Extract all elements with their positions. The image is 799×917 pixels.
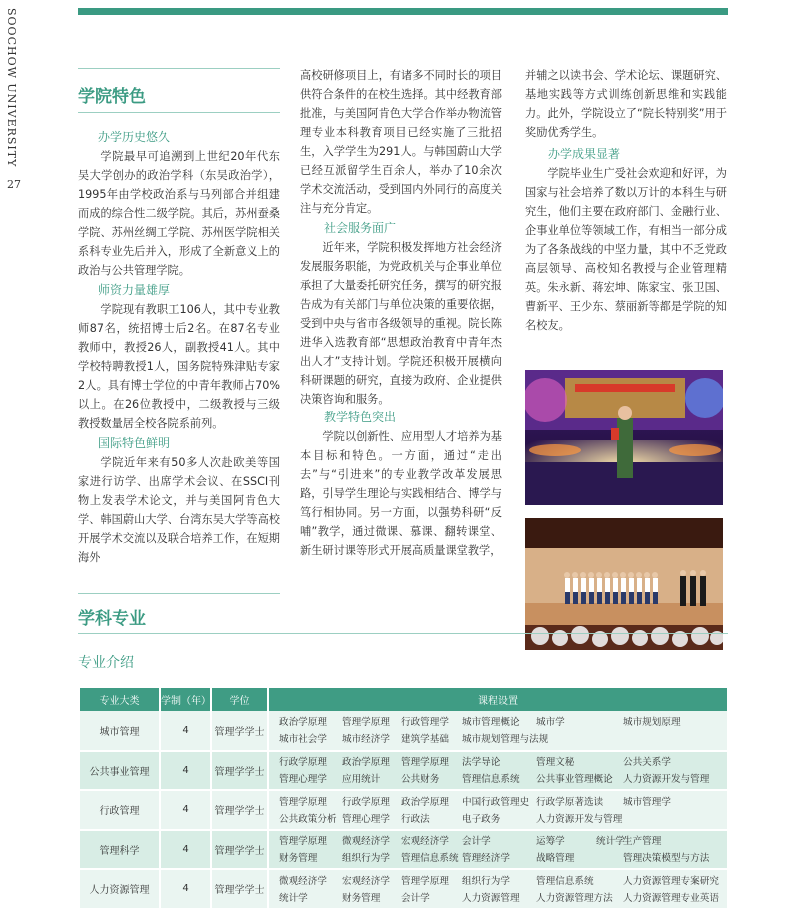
course-name: 管理学原理	[401, 875, 449, 887]
course-name: 城市规划管理与法规	[462, 734, 549, 746]
paragraph-faculty: 学院现有教职工106人，其中专业教师87名，统招博士后2名。在87名专业教师中，教授26人，副教授41人。其中学校特聘教授1人，国务院特殊津贴专家2人。具有博士学位的中青年教师占70%以上。在26位教授中，二级教授与三级教授数量居全校各院系前列。	[78, 303, 280, 430]
choir-performance-photo-icon	[525, 518, 723, 650]
course-name: 公共财务	[401, 774, 440, 786]
subtitle-international: 国际特色鲜明	[98, 436, 171, 450]
course-name: 城市规划原理	[623, 717, 681, 729]
cell-years: 4	[160, 711, 211, 751]
cell-years: 4	[160, 830, 211, 870]
course-name: 电子政务	[462, 813, 501, 825]
course-name: 管理决策模型与方法	[623, 853, 710, 865]
course-name: 统计学	[596, 836, 625, 848]
course-name: 人力资源管理专业英语	[623, 892, 719, 904]
header-years: 学制（年）	[160, 688, 211, 711]
table-row	[80, 869, 728, 909]
course-name: 战略管理	[536, 853, 575, 865]
subtitle-major-intro: 专业介绍	[78, 655, 134, 671]
course-list	[269, 712, 727, 748]
course-name: 城市社会学	[279, 734, 327, 746]
cell-courses	[268, 751, 728, 791]
course-name: 政治学原理	[401, 796, 449, 808]
cell-major: 城市管理	[80, 711, 160, 751]
course-name: 中国行政管理史	[462, 796, 530, 808]
header-major-category: 专业大类	[80, 688, 160, 711]
course-name: 城市管理学	[623, 796, 671, 808]
course-name: 微观经济学	[279, 875, 327, 887]
cell-degree: 管理学学士	[211, 790, 268, 830]
course-name: 政治学原理	[342, 757, 390, 769]
paragraph-teaching-continued: 并辅之以读书会、学术论坛、课题研究、基地实践等方式训练创新思维和实践能力。此外，学院设立了“院长特别奖”用于奖励优秀学生。	[525, 69, 727, 139]
cell-degree: 管理学学士	[211, 751, 268, 791]
majors-table	[80, 688, 729, 910]
course-name: 管理经济学	[462, 853, 510, 865]
top-accent-bar	[78, 8, 728, 15]
course-name: 会计学	[401, 892, 430, 904]
subtitle-teaching: 教学特色突出	[324, 410, 397, 424]
cell-degree: 管理学学士	[211, 830, 268, 870]
course-name: 组织行为学	[342, 853, 390, 865]
course-name: 运筹学	[536, 836, 565, 848]
section-title-majors: 学科专业	[78, 609, 146, 629]
course-name: 管理学原理	[401, 757, 449, 769]
course-name: 宏观经济学	[401, 836, 449, 848]
cell-years: 4	[160, 790, 211, 830]
section-divider-top	[78, 68, 280, 69]
table-row	[80, 751, 728, 791]
course-name: 行政管理学	[401, 717, 449, 729]
course-name: 管理文秘	[536, 757, 575, 769]
course-name: 应用统计	[342, 774, 381, 786]
paragraph-teaching: 学院以创新性、应用型人才培养为基本目标和特色。一方面，通过“走出去”与“引进来”的专业教学改革发展思路，引导学生理论与实践相结合、博学与笃行相协同。另一方面，以强势科研“反哺”教学，通过微课、慕课、翻转课堂、新生研讨课等形式开展高质量课堂教学，	[300, 430, 502, 557]
course-name: 管理信息系统	[536, 875, 594, 887]
course-list	[269, 752, 727, 788]
paragraph-social-service: 近年来，学院积极发挥地方社会经济发展服务职能，为党政机关与企事业单位承担了大量委托研究任务，撰写的研究报告成为有关部门与单位决策的重要依据，受到中央与省市各级领导的重视。院长陈进华入选教育部“思想政治教育中青年杰出人才”支持计划。学院还积极开展横向科研课题的研究，直接为政府、企业提供决策咨询和服务。	[300, 241, 502, 406]
section2-divider-bottom	[78, 633, 728, 634]
paragraph-achievement: 学院毕业生广受社会欢迎和好评，为国家与社会培养了数以万计的本科生与研究生，他们主要在政府部门、金融行业、企事业单位等领域工作，有相当一部分成为了各条战线的中坚力量，其中不乏党政高层领导、高校知名教授与企业管理精英。朱永新、蒋宏坤、陈家宝、张卫国、曹新平、王少东、蔡丽新等都是学院的知名校友。	[525, 167, 727, 332]
course-name: 人力资源管理专案研究	[623, 875, 719, 887]
stage-speech-photo-icon	[525, 370, 723, 505]
header-courses: 课程设置	[268, 688, 728, 711]
section-title-college-features: 学院特色	[78, 87, 146, 107]
cell-degree: 管理学学士	[211, 711, 268, 751]
page-number: 27	[7, 178, 21, 191]
cell-degree: 管理学学士	[211, 869, 268, 909]
course-name: 财务管理	[279, 853, 318, 865]
cell-major: 公共事业管理	[80, 751, 160, 791]
table-header-row	[80, 688, 728, 711]
course-name: 行政学原著选读	[536, 796, 604, 808]
course-name: 人力资源开发与管理	[623, 774, 710, 786]
course-name: 人力资源管理	[462, 892, 520, 904]
course-name: 微观经济学	[342, 836, 390, 848]
course-name: 人力资源开发与管理	[536, 813, 623, 825]
header-degree: 学位	[211, 688, 268, 711]
cell-courses	[268, 869, 728, 909]
course-name: 会计学	[462, 836, 491, 848]
course-name: 管理学原理	[279, 836, 327, 848]
course-list	[269, 792, 727, 828]
course-name: 统计学	[279, 892, 308, 904]
cell-years: 4	[160, 869, 211, 909]
table-row	[80, 790, 728, 830]
paragraph-international-continued: 高校研修项目上，有诸多不同时长的项目供符合条件的在校生选择。其中经教育部批准，与美国阿肯色大学合作举办物流管理专业本科教育项目已经实施了三批招生，入学学生为291人。与韩国蔚山大学已经互派留学生百余人，举办了10余次学术交流活动，受到国内外同行的高度关注与充分肯定。	[300, 69, 502, 215]
course-name: 公共关系学	[623, 757, 671, 769]
cell-major: 行政管理	[80, 790, 160, 830]
subtitle-achievement: 办学成果显著	[548, 147, 621, 161]
course-name: 管理心理学	[342, 813, 390, 825]
paragraph-history: 学院最早可追溯到上世纪20年代东吴大学创办的政治学科（东吴政治学），1995年由学校政治系与马列部合并组建而成的综合性二级学院。其后，苏州蚕桑学院、苏州丝绸工学院、苏州医学院相关系科专业先后并入，形成了全新意义上的政治与公共管理学院。	[78, 150, 280, 277]
cell-courses	[268, 790, 728, 830]
course-name: 管理信息系统	[462, 774, 520, 786]
subtitle-faculty: 师资力量雄厚	[98, 283, 171, 297]
cell-courses	[268, 711, 728, 751]
paragraph-international: 学院近年来有50多人次赴欧美等国家进行访学、出席学术会议、在SSCI刊物上发表学术论文，并与美国阿肯色大学、韩国蔚山大学、台湾东吴大学等高校开展学术交流以及联合培养工作，在短期海外	[78, 456, 280, 564]
subtitle-history: 办学历史悠久	[98, 130, 171, 144]
subtitle-social-service: 社会服务面广	[324, 221, 397, 235]
course-name: 行政学原理	[279, 757, 327, 769]
cell-years: 4	[160, 751, 211, 791]
course-name: 公共事业管理概论	[536, 774, 613, 786]
course-name: 城市经济学	[342, 734, 390, 746]
course-name: 政治学原理	[279, 717, 327, 729]
course-name: 城市学	[536, 717, 565, 729]
course-name: 行政学原理	[342, 796, 390, 808]
table-row	[80, 711, 728, 751]
course-name: 宏观经济学	[342, 875, 390, 887]
course-name: 管理学原理	[279, 796, 327, 808]
course-name: 财务管理	[342, 892, 381, 904]
course-name: 城市管理概论	[462, 717, 520, 729]
course-list	[269, 831, 727, 867]
university-vertical-title: SOOCHOW UNIVERSITY	[5, 8, 18, 168]
course-name: 行政法	[401, 813, 430, 825]
course-name: 人力资源管理方法	[536, 892, 613, 904]
cell-major: 人力资源管理	[80, 869, 160, 909]
table-row	[80, 830, 728, 870]
course-name: 建筑学基础	[401, 734, 449, 746]
cell-courses	[268, 830, 728, 870]
section2-divider-top	[78, 593, 280, 594]
course-name: 生产管理	[623, 836, 662, 848]
course-name: 管理心理学	[279, 774, 327, 786]
course-name: 法学导论	[462, 757, 501, 769]
cell-major: 管理科学	[80, 830, 160, 870]
course-name: 管理信息系统	[401, 853, 459, 865]
course-name: 组织行为学	[462, 875, 510, 887]
course-name: 管理学原理	[342, 717, 390, 729]
section-divider-bottom	[78, 112, 280, 113]
course-list	[269, 871, 727, 907]
course-name: 公共政策分析	[279, 813, 337, 825]
